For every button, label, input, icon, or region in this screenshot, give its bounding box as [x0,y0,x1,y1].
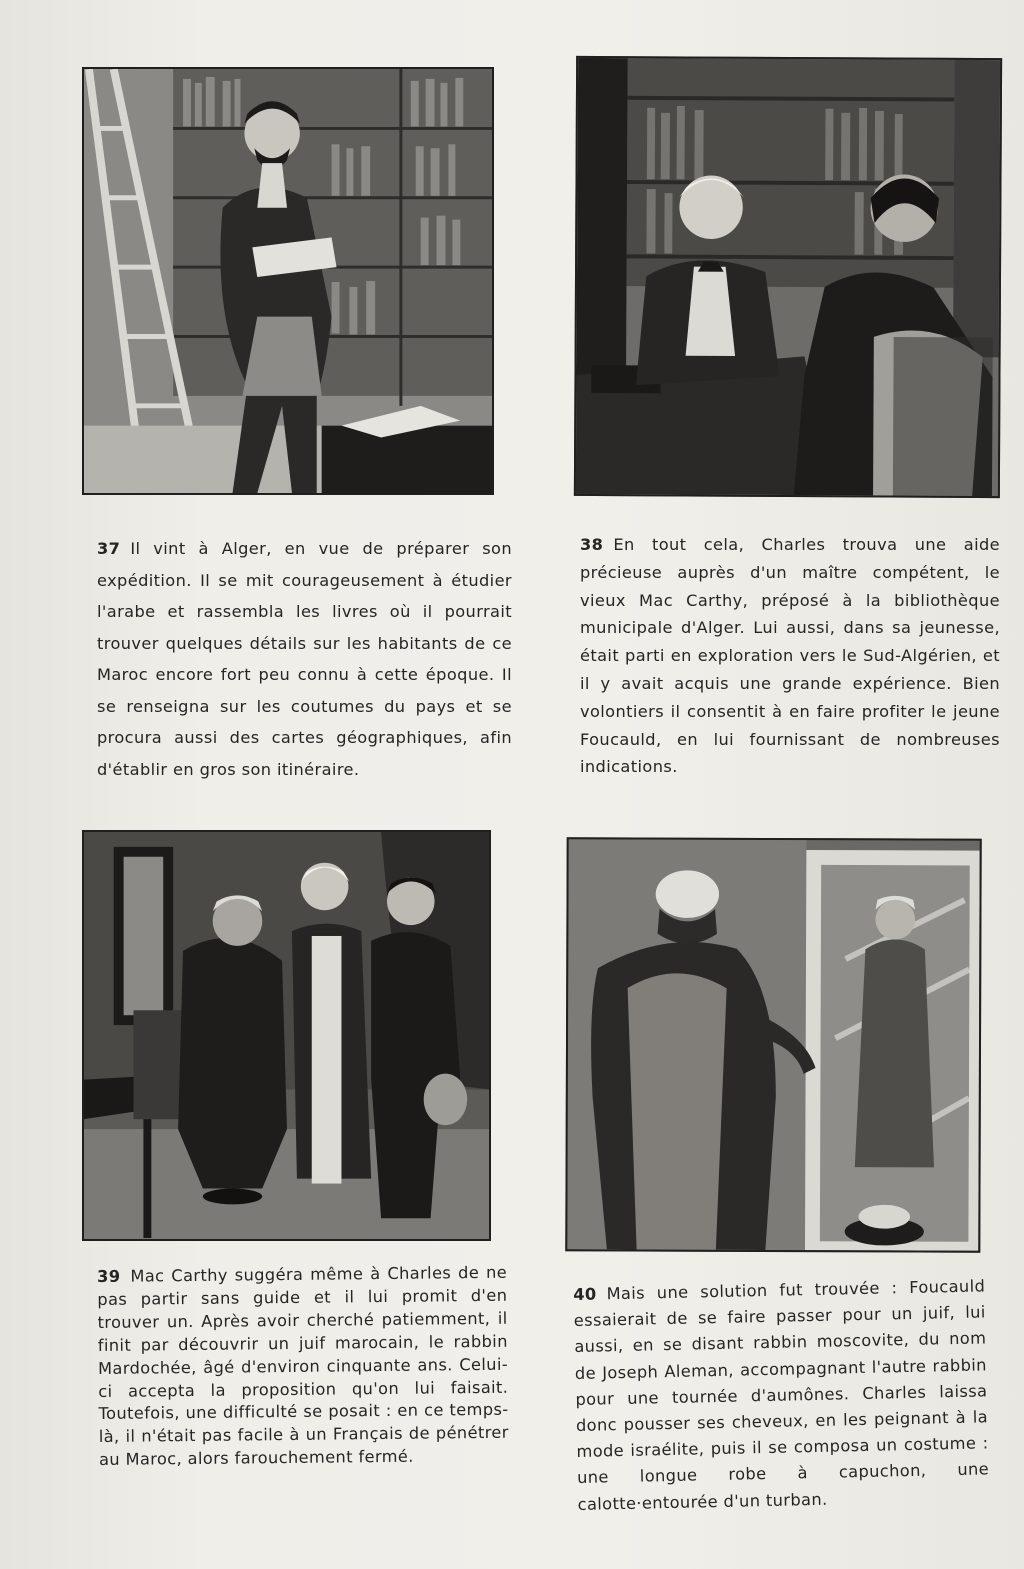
caption-39-text: Mac Carthy suggéra même à Charles de ne pas partir sans guide et il lui promit d'en trouver un. Après avoir cherché patiemment, il finit par découvrir un juif marocain, le rabbin Mardochée, âgé d'environ cinquante ans. Celui-ci accepta la proposition qu'on lui faisait. Toutefois, une difficulté se posait : en ce temps-là, il n'était pas facile à un Français de pénétrer au Maroc, alors farouchement fermé. [97,1262,509,1470]
caption-38-text: En tout cela, Charles trouva une aide précieuse auprès d'un maître compétent, le vieux Mac Carthy, préposé à la bibliothèque municipale d'Alger. Lui aussi, dans sa jeunesse, était parti en exploration vers le Sud-Algérien, et il y avait acquis une grande expérience. Bien volontiers il consentit à en faire profiter le jeune Foucauld, en lui fournissant de nombreuses indications. [580,535,1000,777]
caption-37-text: Il vint à Alger, en vue de préparer son expédition. Il se mit courageusement à étudier l'arabe et rassembla les livres où il pourrait trouver quelques détails sur les habitants de ce Maroc encore fort peu connu à cette époque. Il se renseigna sur les coutumes du pays et se procura aussi des cartes géographiques, afin d'établir en gros son itinéraire. [97,539,512,779]
caption-40 [573,1273,990,1517]
illustration-38-drawing [576,58,1000,496]
caption-40-text: Mais une solution fut trouvée : Foucauld essaierait de se faire passer pour un juif, lui aussi, en se disant rabbin moscovite, du nom de Joseph Aleman, accompagnant l'autre rabbin pour une tournée d'aumônes. Charles laissa donc pousser ses cheveux, en les peignant à la mode israélite, puis il se composa un costume : une longue robe à capuchon, une calotte·entourée d'un turban. [573,1276,990,1514]
illustration-37 [82,67,494,495]
illustration-40-drawing [567,839,979,1250]
illustration-39 [82,830,491,1241]
caption-37-number: 37 [97,539,121,558]
caption-39 [97,1262,509,1472]
illustration-39-drawing [84,832,489,1239]
caption-38 [580,531,1000,781]
illustration-40 [565,837,981,1252]
illustration-38 [574,56,1002,498]
illustration-37-drawing [84,69,492,493]
caption-37 [97,533,512,785]
caption-39-number: 39 [97,1266,121,1286]
caption-38-number: 38 [580,535,604,554]
caption-40-number: 40 [573,1284,597,1304]
